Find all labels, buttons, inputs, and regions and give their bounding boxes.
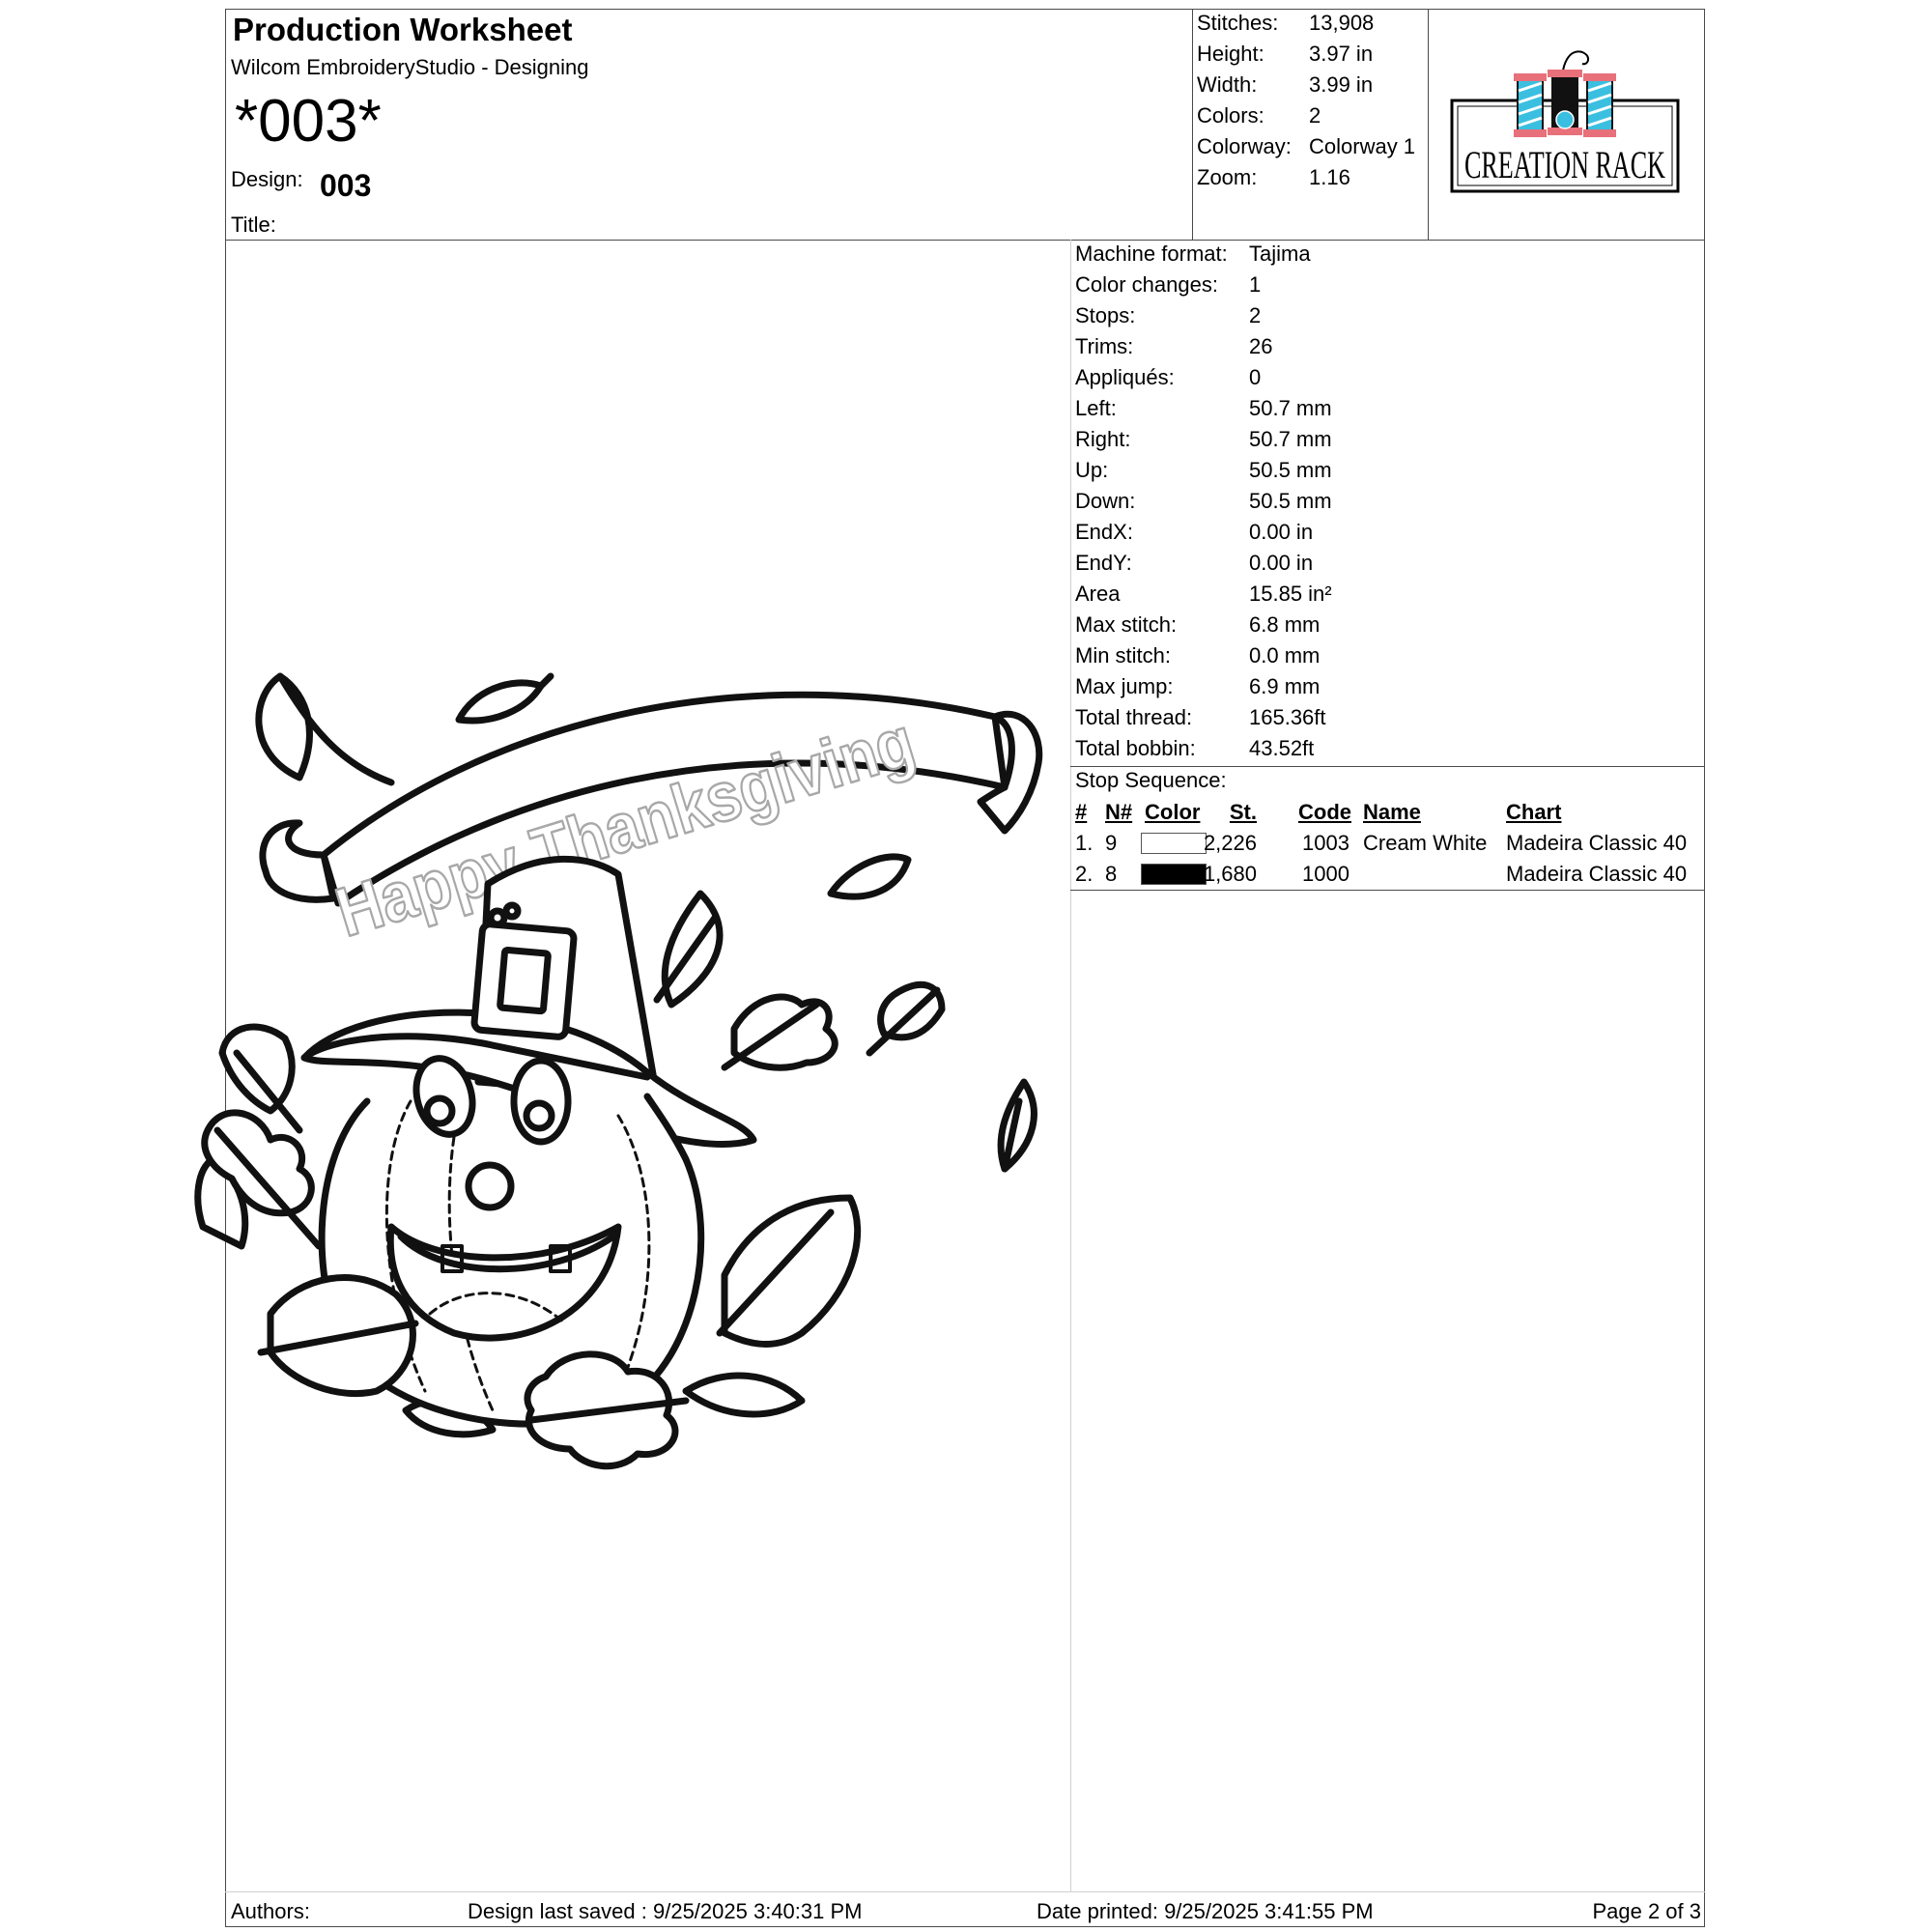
detail-key: Total bobbin: [1075, 736, 1196, 760]
row1-name: Cream White [1363, 831, 1488, 855]
summary-key: Colorway: [1197, 134, 1292, 158]
detail-key: Stops: [1075, 303, 1136, 327]
row2-num: 2. [1075, 862, 1094, 886]
col-code: Code [1298, 800, 1351, 824]
detail-value: 26 [1249, 334, 1273, 358]
worksheet-title: Production Worksheet [233, 12, 573, 47]
details-divider [1070, 766, 1705, 767]
footer-authors: Authors: [231, 1899, 310, 1923]
detail-value: 50.7 mm [1249, 396, 1332, 420]
creation-rack-logo [1449, 43, 1683, 197]
leaf-icon-bottom-right [686, 1376, 802, 1414]
oak-leaf-icon-right [724, 997, 835, 1067]
detail-row [1075, 270, 1462, 300]
summary-row [1197, 131, 1425, 162]
banner-text: Happy Thanksgiving [327, 678, 1002, 952]
detail-key: Machine format: [1075, 242, 1228, 266]
summary-key: Height: [1197, 42, 1264, 66]
detail-row [1075, 702, 1462, 733]
title-label: Title: [231, 213, 276, 237]
detail-value: 0.00 in [1249, 520, 1314, 544]
detail-row [1075, 393, 1462, 424]
row2-code: 1000 [1302, 862, 1350, 886]
summary-key: Colors: [1197, 103, 1264, 128]
detail-row [1075, 486, 1462, 517]
detail-key: Max stitch: [1075, 612, 1178, 637]
detail-row [1075, 239, 1462, 270]
detail-row [1075, 671, 1462, 702]
detail-value: 165.36ft [1249, 705, 1326, 729]
summary-value: Colorway 1 [1309, 134, 1416, 158]
sequence-divider [1070, 890, 1705, 891]
design-details-panel [1075, 239, 1693, 764]
detail-key: Max jump: [1075, 674, 1174, 698]
design-label: Design: [231, 167, 303, 191]
detail-value: 6.8 mm [1249, 612, 1321, 637]
detail-key: Up: [1075, 458, 1109, 482]
detail-value: 1 [1249, 272, 1262, 297]
summary-value: 3.99 in [1309, 72, 1374, 97]
detail-value: 50.5 mm [1249, 458, 1332, 482]
summary-key: Zoom: [1197, 165, 1258, 189]
detail-value: 50.5 mm [1249, 489, 1332, 513]
detail-key: Trims: [1075, 334, 1134, 358]
leaf-icon-4 [831, 857, 908, 896]
summary-row [1197, 8, 1425, 39]
summary-left-divider [1192, 9, 1193, 241]
row1-color-swatch [1141, 833, 1207, 854]
row1-chart: Madeira Classic 40 [1506, 831, 1688, 855]
detail-row [1075, 300, 1462, 331]
detail-row [1075, 733, 1462, 764]
detail-key: EndX: [1075, 520, 1133, 544]
detail-key: Right: [1075, 427, 1131, 451]
logo-text: CREATION RACK [1464, 143, 1666, 186]
col-chart: Chart [1506, 800, 1562, 824]
summary-key: Width: [1197, 72, 1258, 97]
row1-code: 1003 [1302, 831, 1350, 855]
col-stitches: St. [1229, 800, 1257, 824]
row1-num: 1. [1075, 831, 1094, 855]
detail-key: Min stitch: [1075, 643, 1172, 668]
leaf-icon-6 [1001, 1082, 1034, 1169]
software-name: Wilcom EmbroideryStudio - Designing [231, 55, 589, 79]
col-name: Name [1363, 800, 1421, 824]
detail-row [1075, 517, 1462, 548]
summary-row [1197, 162, 1425, 193]
col-color: Color [1145, 800, 1201, 824]
leaf-icon-2 [459, 676, 551, 721]
detail-value: 43.52ft [1249, 736, 1315, 760]
row2-needle: 8 [1105, 862, 1118, 886]
row1-stitches: 2,226 [1203, 831, 1257, 855]
summary-key: Stitches: [1197, 11, 1279, 35]
detail-row [1075, 610, 1462, 640]
detail-key: Left: [1075, 396, 1117, 420]
col-needle: N# [1105, 800, 1133, 824]
row2-chart: Madeira Classic 40 [1506, 862, 1688, 886]
big-leaf-icon-left [261, 1278, 415, 1394]
summary-panel [1197, 8, 1425, 193]
stop-sequence-label: Stop Sequence: [1075, 768, 1227, 792]
detail-value: 15.85 in² [1249, 582, 1332, 606]
detail-key: Color changes: [1075, 272, 1218, 297]
footer-page-number: Page 2 of 3 [1592, 1899, 1701, 1923]
summary-value: 1.16 [1309, 165, 1350, 189]
leaf-icon-5 [869, 984, 942, 1053]
detail-value: 2 [1249, 303, 1262, 327]
row1-needle: 9 [1105, 831, 1118, 855]
summary-value: 3.97 in [1309, 42, 1374, 66]
detail-row [1075, 640, 1462, 671]
summary-value: 13,908 [1309, 11, 1375, 35]
design-value: 003 [320, 168, 372, 203]
detail-key: Total thread: [1075, 705, 1193, 729]
detail-row [1075, 548, 1462, 579]
big-leaf-icon-right [720, 1198, 858, 1345]
detail-value: Tajima [1249, 242, 1311, 266]
detail-value: 0.00 in [1249, 551, 1314, 575]
summary-row [1197, 70, 1425, 100]
detail-row [1075, 579, 1462, 610]
detail-row [1075, 424, 1462, 455]
detail-key: Down: [1075, 489, 1136, 513]
leaf-icon-3 [657, 894, 720, 1005]
stop-sequence-table [1070, 797, 1705, 890]
detail-value: 50.7 mm [1249, 427, 1332, 451]
design-preview [232, 657, 1063, 1488]
row2-stitches: 11,680 [1193, 862, 1257, 886]
logo-left-divider [1428, 9, 1429, 241]
col-num: # [1075, 800, 1088, 824]
detail-value: 0.0 mm [1249, 643, 1321, 668]
detail-key: Area [1075, 582, 1121, 606]
footer-divider [225, 1891, 1705, 1892]
summary-value: 2 [1309, 103, 1321, 128]
details-left-divider [1070, 240, 1071, 1891]
design-barcode: *003* [235, 88, 382, 155]
leaf-icon-1 [259, 676, 391, 782]
summary-row [1197, 39, 1425, 70]
detail-row [1075, 331, 1462, 362]
detail-value: 0 [1249, 365, 1262, 389]
footer-date-printed: Date printed: 9/25/2025 3:41:55 PM [1037, 1899, 1374, 1923]
detail-row [1075, 455, 1462, 486]
detail-key: Appliqués: [1075, 365, 1175, 389]
detail-key: EndY: [1075, 551, 1132, 575]
summary-row [1197, 100, 1425, 131]
footer-last-saved: Design last saved : 9/25/2025 3:40:31 PM [468, 1899, 863, 1923]
detail-row [1075, 362, 1462, 393]
detail-value: 6.9 mm [1249, 674, 1321, 698]
